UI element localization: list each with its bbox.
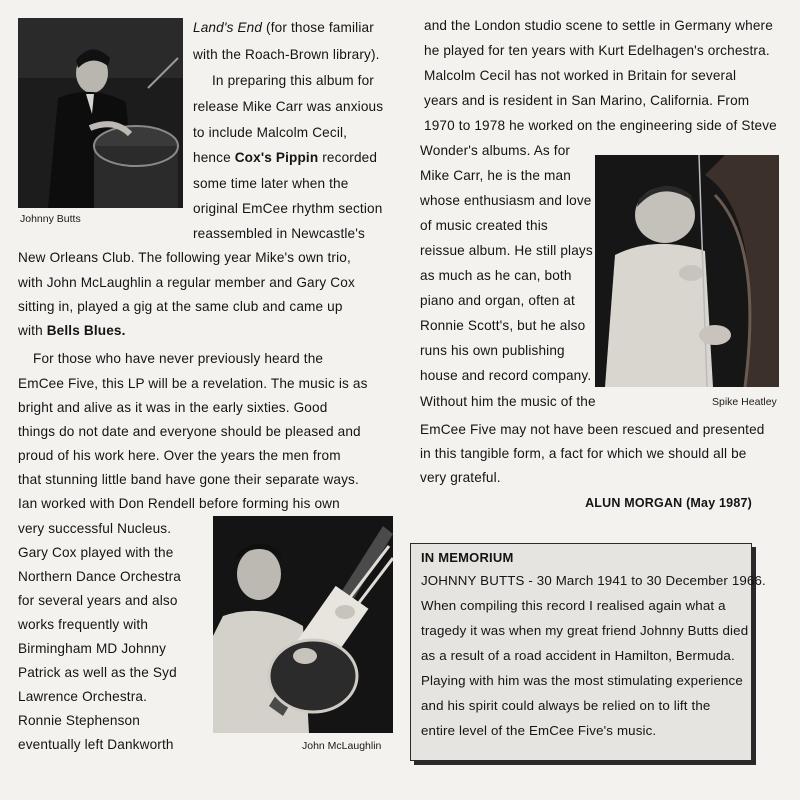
text-line: some time later when the — [193, 176, 349, 191]
text-line: piano and organ, often at — [420, 293, 575, 308]
text-line: release Mike Carr was anxious — [193, 99, 384, 114]
memoriam-line: as a result of a road accident in Hamilton, Bermuda. — [421, 648, 735, 663]
memoriam-line: entire level of the EmCee Five's music. — [421, 723, 657, 738]
memoriam-line: tragedy it was when my great friend Johnny Butts died — [421, 623, 749, 638]
memoriam-line: JOHNNY BUTTS - 30 March 1941 to 30 December 1966. — [421, 573, 766, 588]
text-line: New Orleans Club. The following year Mike's own trio, — [18, 250, 351, 265]
text-line: Land's End (for those familiar — [193, 20, 374, 35]
author-signoff: ALUN MORGAN (May 1987) — [585, 496, 752, 510]
text-line: runs his own publishing — [420, 343, 565, 358]
text-line: as much as he can, both — [420, 268, 572, 283]
text-line: in this tangible form, a fact for which we should all be — [420, 446, 747, 461]
text-line: Ian worked with Don Rendell before forming his own — [18, 496, 340, 511]
text-line: Lawrence Orchestra. — [18, 689, 148, 704]
song-title: Bells Blues. — [46, 323, 126, 338]
text-line: whose enthusiasm and love — [420, 193, 592, 208]
text-line: with John McLaughlin a regular member and Gary Cox — [18, 275, 355, 290]
caption-johnny-butts: Johnny Butts — [20, 213, 81, 225]
text-line: with the Roach-Brown library). — [193, 47, 380, 62]
text-line: Without him the music of the — [420, 394, 596, 409]
text-line: Ronnie Scott's, but he also — [420, 318, 586, 333]
text-line: with Bells Blues. — [18, 323, 126, 338]
text-line: hence Cox's Pippin recorded — [193, 150, 378, 165]
text-line: house and record company. — [420, 368, 592, 383]
text-line: Patrick as well as the Syd — [18, 665, 177, 680]
text-line: Mike Carr, he is the man — [420, 168, 571, 183]
text-line: For those who have never previously heard the — [33, 351, 324, 366]
text-line: very successful Nucleus. — [18, 521, 172, 536]
song-title: Cox's Pippin — [234, 150, 319, 165]
text-line: Ronnie Stephenson — [18, 713, 140, 728]
text-line: and the London studio scene to settle in Germany where — [424, 18, 773, 33]
text-line: EmCee Five, this LP will be a revelation. The music is as — [18, 376, 368, 391]
memoriam-line: Playing with him was the most stimulating experience — [421, 673, 743, 688]
memoriam-line: and his spirit could always be relied on to lift the — [421, 698, 711, 713]
text-line: 1970 to 1978 he worked on the engineering side of Steve — [424, 118, 777, 133]
text-line: EmCee Five may not have been rescued and presented — [420, 422, 765, 437]
text-line: In preparing this album for — [212, 73, 374, 88]
photo-spike-heatley — [595, 155, 779, 387]
photo-johnny-butts — [18, 18, 183, 208]
in-memoriam-title: IN MEMORIUM — [421, 550, 514, 565]
text-line: things do not date and everyone should be pleased and — [18, 424, 361, 439]
text-line: Malcolm Cecil has not worked in Britain for several — [424, 68, 737, 83]
text-line: Northern Dance Orchestra — [18, 569, 182, 584]
caption-john-mclaughlin: John McLaughlin — [302, 740, 382, 752]
text-line: original EmCee rhythm section — [193, 201, 383, 216]
text-line: he played for ten years with Kurt Edelhagen's orchestra. — [424, 43, 770, 58]
text-line: reissue album. He still plays — [420, 243, 593, 258]
text-line: Birmingham MD Johnny — [18, 641, 167, 656]
text-line: to include Malcolm Cecil, — [193, 125, 348, 140]
text-line: sitting in, played a gig at the same club and came up — [18, 299, 343, 314]
text-line: very grateful. — [420, 470, 501, 485]
text-line: eventually left Dankworth — [18, 737, 174, 752]
text-line: Gary Cox played with the — [18, 545, 174, 560]
memoriam-line: When compiling this record I realised again what a — [421, 598, 726, 613]
photo-john-mclaughlin — [213, 516, 393, 733]
text-line: for several years and also — [18, 593, 178, 608]
text-line: works frequently with — [18, 617, 149, 632]
text-line: years and is resident in San Marino, California. From — [424, 93, 750, 108]
text-line: that stunning little band have gone their separate ways. — [18, 472, 359, 487]
text-line: of music created this — [420, 218, 548, 233]
text-line: Wonder's albums. As for — [420, 143, 571, 158]
text-line: proud of his work here. Over the years the men from — [18, 448, 341, 463]
text-line: bright and alive as it was in the early sixties. Good — [18, 400, 328, 415]
caption-spike-heatley: Spike Heatley — [712, 396, 777, 408]
text-line: reassembled in Newcastle's — [193, 226, 365, 241]
in-memoriam-box — [410, 543, 766, 761]
